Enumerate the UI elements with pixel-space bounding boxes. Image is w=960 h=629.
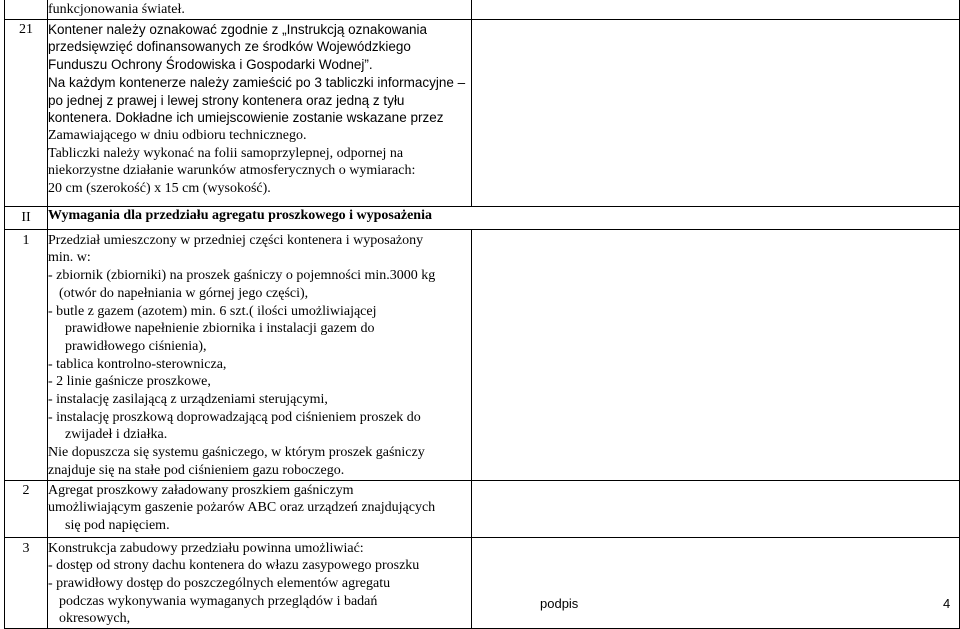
description-line: znajduje się na stałe pod ciśnieniem gazu roboczego. — [48, 462, 345, 478]
answer-cell — [472, 19, 960, 206]
page-number: 4 — [943, 596, 951, 611]
signature-label: podpis — [540, 596, 579, 611]
row-number: 1 — [5, 229, 48, 480]
description-line: - tablica kontrolno-sterownicza, — [48, 356, 227, 372]
row-description — [48, 19, 472, 206]
section-number: II — [5, 206, 48, 229]
table-row — [5, 537, 960, 629]
description-line: Konstrukcja zabudowy przedziału powinna umożliwiać: — [48, 540, 364, 556]
row-description — [48, 0, 472, 19]
section-title: Wymagania dla przedziału agregatu proszkowego i wyposażenia — [48, 206, 960, 229]
row-number: 21 — [5, 19, 48, 206]
description-line: - zbiornik (zbiorniki) na proszek gaśniczy o pojemności min.3000 kg — [48, 268, 436, 284]
description-line: Tabliczki należy wykonać na folii samoprzylepnej, odpornej na — [48, 145, 404, 161]
table-row — [5, 229, 960, 480]
description-line: - instalację proszkową doprowadzającą pod ciśnieniem proszek do — [48, 409, 421, 425]
description-line: Zamawiającego w dniu odbioru technicznego. — [48, 127, 307, 143]
description-line: przedsięwzięć dofinansowanych ze środków Wojewódzkiego — [48, 39, 411, 55]
description-line: po jednej z prawej i lewej strony kontenera oraz jedną z tyłu — [48, 92, 405, 108]
answer-cell — [472, 0, 960, 19]
description-line: - dostęp od strony dachu kontenera do włazu zasypowego proszku — [48, 558, 420, 574]
description-line: kontenera. Dokładne ich umiejscowienie zostanie wskazane przez — [48, 110, 444, 126]
description-line: (otwór do napełniania w górnej jego części), — [59, 285, 309, 301]
description-line: - butle z gazem (azotem) min. 6 szt.( ilości umożliwiającej — [48, 303, 377, 319]
description-line: funkcjonowania świateł. — [48, 2, 185, 17]
description-line: Na każdym kontenerze należy zamieścić po 3 tabliczki informacyjne – — [48, 74, 466, 90]
description-line: się pod napięciem. — [65, 517, 170, 533]
description-line: Przedział umieszczony w przedniej części kontenera i wyposażony — [48, 232, 424, 248]
answer-cell — [472, 480, 960, 537]
description-line: Kontener należy oznakować zgodnie z „Instrukcją oznakowania — [48, 21, 427, 37]
row-number — [5, 0, 48, 19]
answer-cell — [472, 537, 960, 629]
description-line: okresowych, — [59, 611, 131, 627]
description-line: podczas wykonywania wymaganych przeglądów i badań — [59, 593, 378, 609]
table-row — [5, 0, 960, 19]
table-row — [5, 19, 960, 206]
specification-table — [4, 0, 960, 629]
description-line: prawidłowe napełnienie zbiornika i instalacji gazem do — [65, 321, 375, 337]
description-line: - 2 linie gaśnicze proszkowe, — [48, 374, 211, 390]
description-line: 20 cm (szerokość) x 15 cm (wysokość). — [48, 181, 271, 197]
row-description — [48, 229, 472, 480]
description-line: zwijadeł i działka. — [65, 427, 168, 443]
description-line: Nie dopuszcza się systemu gaśniczego, w którym proszek gaśniczy — [48, 445, 425, 461]
description-line: Funduszu Ochrony Środowiska i Gospodarki Wodnej”. — [48, 57, 373, 73]
row-description — [48, 537, 472, 629]
description-line: Agregat proszkowy załadowany proszkiem gaśniczym — [48, 482, 354, 498]
row-number: 2 — [5, 480, 48, 537]
answer-cell — [472, 229, 960, 480]
row-description — [48, 480, 472, 537]
description-line: - instalację zasilającą z urządzeniami sterującymi, — [48, 392, 328, 408]
row-number: 3 — [5, 537, 48, 629]
description-line: niekorzystne działanie warunków atmosferycznych o wymiarach: — [48, 163, 416, 179]
description-line: umożliwiającym gaszenie pożarów ABC oraz urządzeń znajdujących — [48, 500, 436, 516]
description-line: min. w: — [48, 250, 91, 266]
table-row — [5, 480, 960, 537]
description-line: - prawidłowy dostęp do poszczególnych elementów agregatu — [48, 575, 391, 591]
description-line: prawidłowego ciśnienia), — [65, 338, 207, 354]
section-header-row — [5, 206, 960, 229]
